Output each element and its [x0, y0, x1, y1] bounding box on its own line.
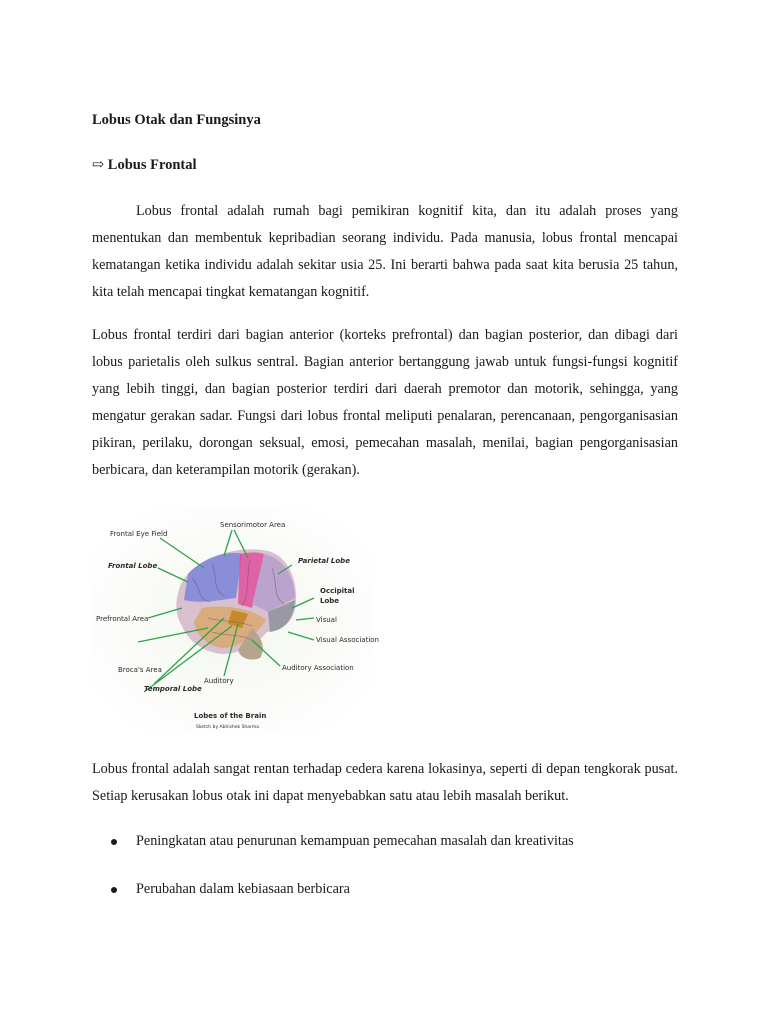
- bullet-icon: [111, 887, 117, 893]
- label-occipital-lobe: Lobe: [320, 597, 340, 605]
- section-heading-frontal: ⇨ Lobus Frontal: [92, 157, 197, 173]
- list-item: [92, 876, 678, 924]
- figure-credit: Sketch by Abhishek Sharma: [196, 725, 259, 730]
- paragraph-1: Lobus frontal adalah rumah bagi pemikiran kognitif kita, dan itu adalah proses yang menentukan dan membentuk kepribadian seorang individu. Pada manusia, lobus frontal mencapai kematangan ketika individu adalah sekitar usia 25. Ini berarti bahwa pada saat kita berusia 25 tahun, kita telah mencapai tingkat kematangan kognitif.: [92, 203, 678, 300]
- paragraph-3: Lobus frontal adalah sangat rentan terhadap cedera karena lokasinya, seperti di depan tengkorak pusat. Setiap kerusakan lobus otak ini dapat menyebabkan satu atau lebih masalah berikut.: [92, 761, 678, 804]
- label-visual-association: Visual Association: [316, 636, 379, 644]
- label-visual: Visual: [316, 616, 337, 624]
- label-frontal-eye-field: Frontal Eye Field: [110, 530, 168, 538]
- label-sensorimotor-area: Sensorimotor Area: [220, 521, 286, 529]
- label-temporal-lobe: Temporal Lobe: [144, 685, 202, 693]
- list-item: [92, 828, 678, 876]
- label-occipital: Occipital: [320, 587, 355, 595]
- label-parietal-lobe: Parietal Lobe: [298, 557, 350, 565]
- label-prefrontal-area: Prefrontal Area: [96, 615, 149, 623]
- brain-diagram: [92, 508, 379, 734]
- label-frontal-lobe: Frontal Lobe: [108, 562, 158, 570]
- paragraph-2: Lobus frontal terdiri dari bagian anterior (korteks prefrontal) dan bagian posterior, dan dibagi dari lobus parietalis oleh sulkus sentral. Bagian anterior bertanggung jawab untuk fungsi-fungsi kognitif yang lebih tinggi, dan bagian posterior terdiri dari daerah premotor dan motorik, sehingga, yang mengatur gerakan sadar. Fungsi dari lobus frontal meliputi penalaran, perencanaan, pengorganisasian pikiran, perilaku, dorongan seksual, emosi, pemecahan masalah, menilai, bagian pengorganisasian berbicara, dan keterampilan motorik (gerakan).: [92, 327, 678, 478]
- label-auditory: Auditory: [204, 677, 234, 685]
- brain-lobes-figure: [92, 508, 379, 734]
- document-title: Lobus Otak dan Fungsinya: [92, 112, 261, 128]
- figure-caption: Lobes of the Brain: [194, 712, 267, 720]
- bullet-list: [92, 828, 678, 924]
- label-brocas-area: Broca's Area: [118, 666, 162, 674]
- label-auditory-association: Auditory Association: [282, 664, 354, 672]
- list-item-text: Perubahan dalam kebiasaan berbicara: [136, 881, 350, 897]
- bullet-icon: [111, 839, 117, 845]
- list-item-text: Peningkatan atau penurunan kemampuan pemecahan masalah dan kreativitas: [136, 833, 574, 849]
